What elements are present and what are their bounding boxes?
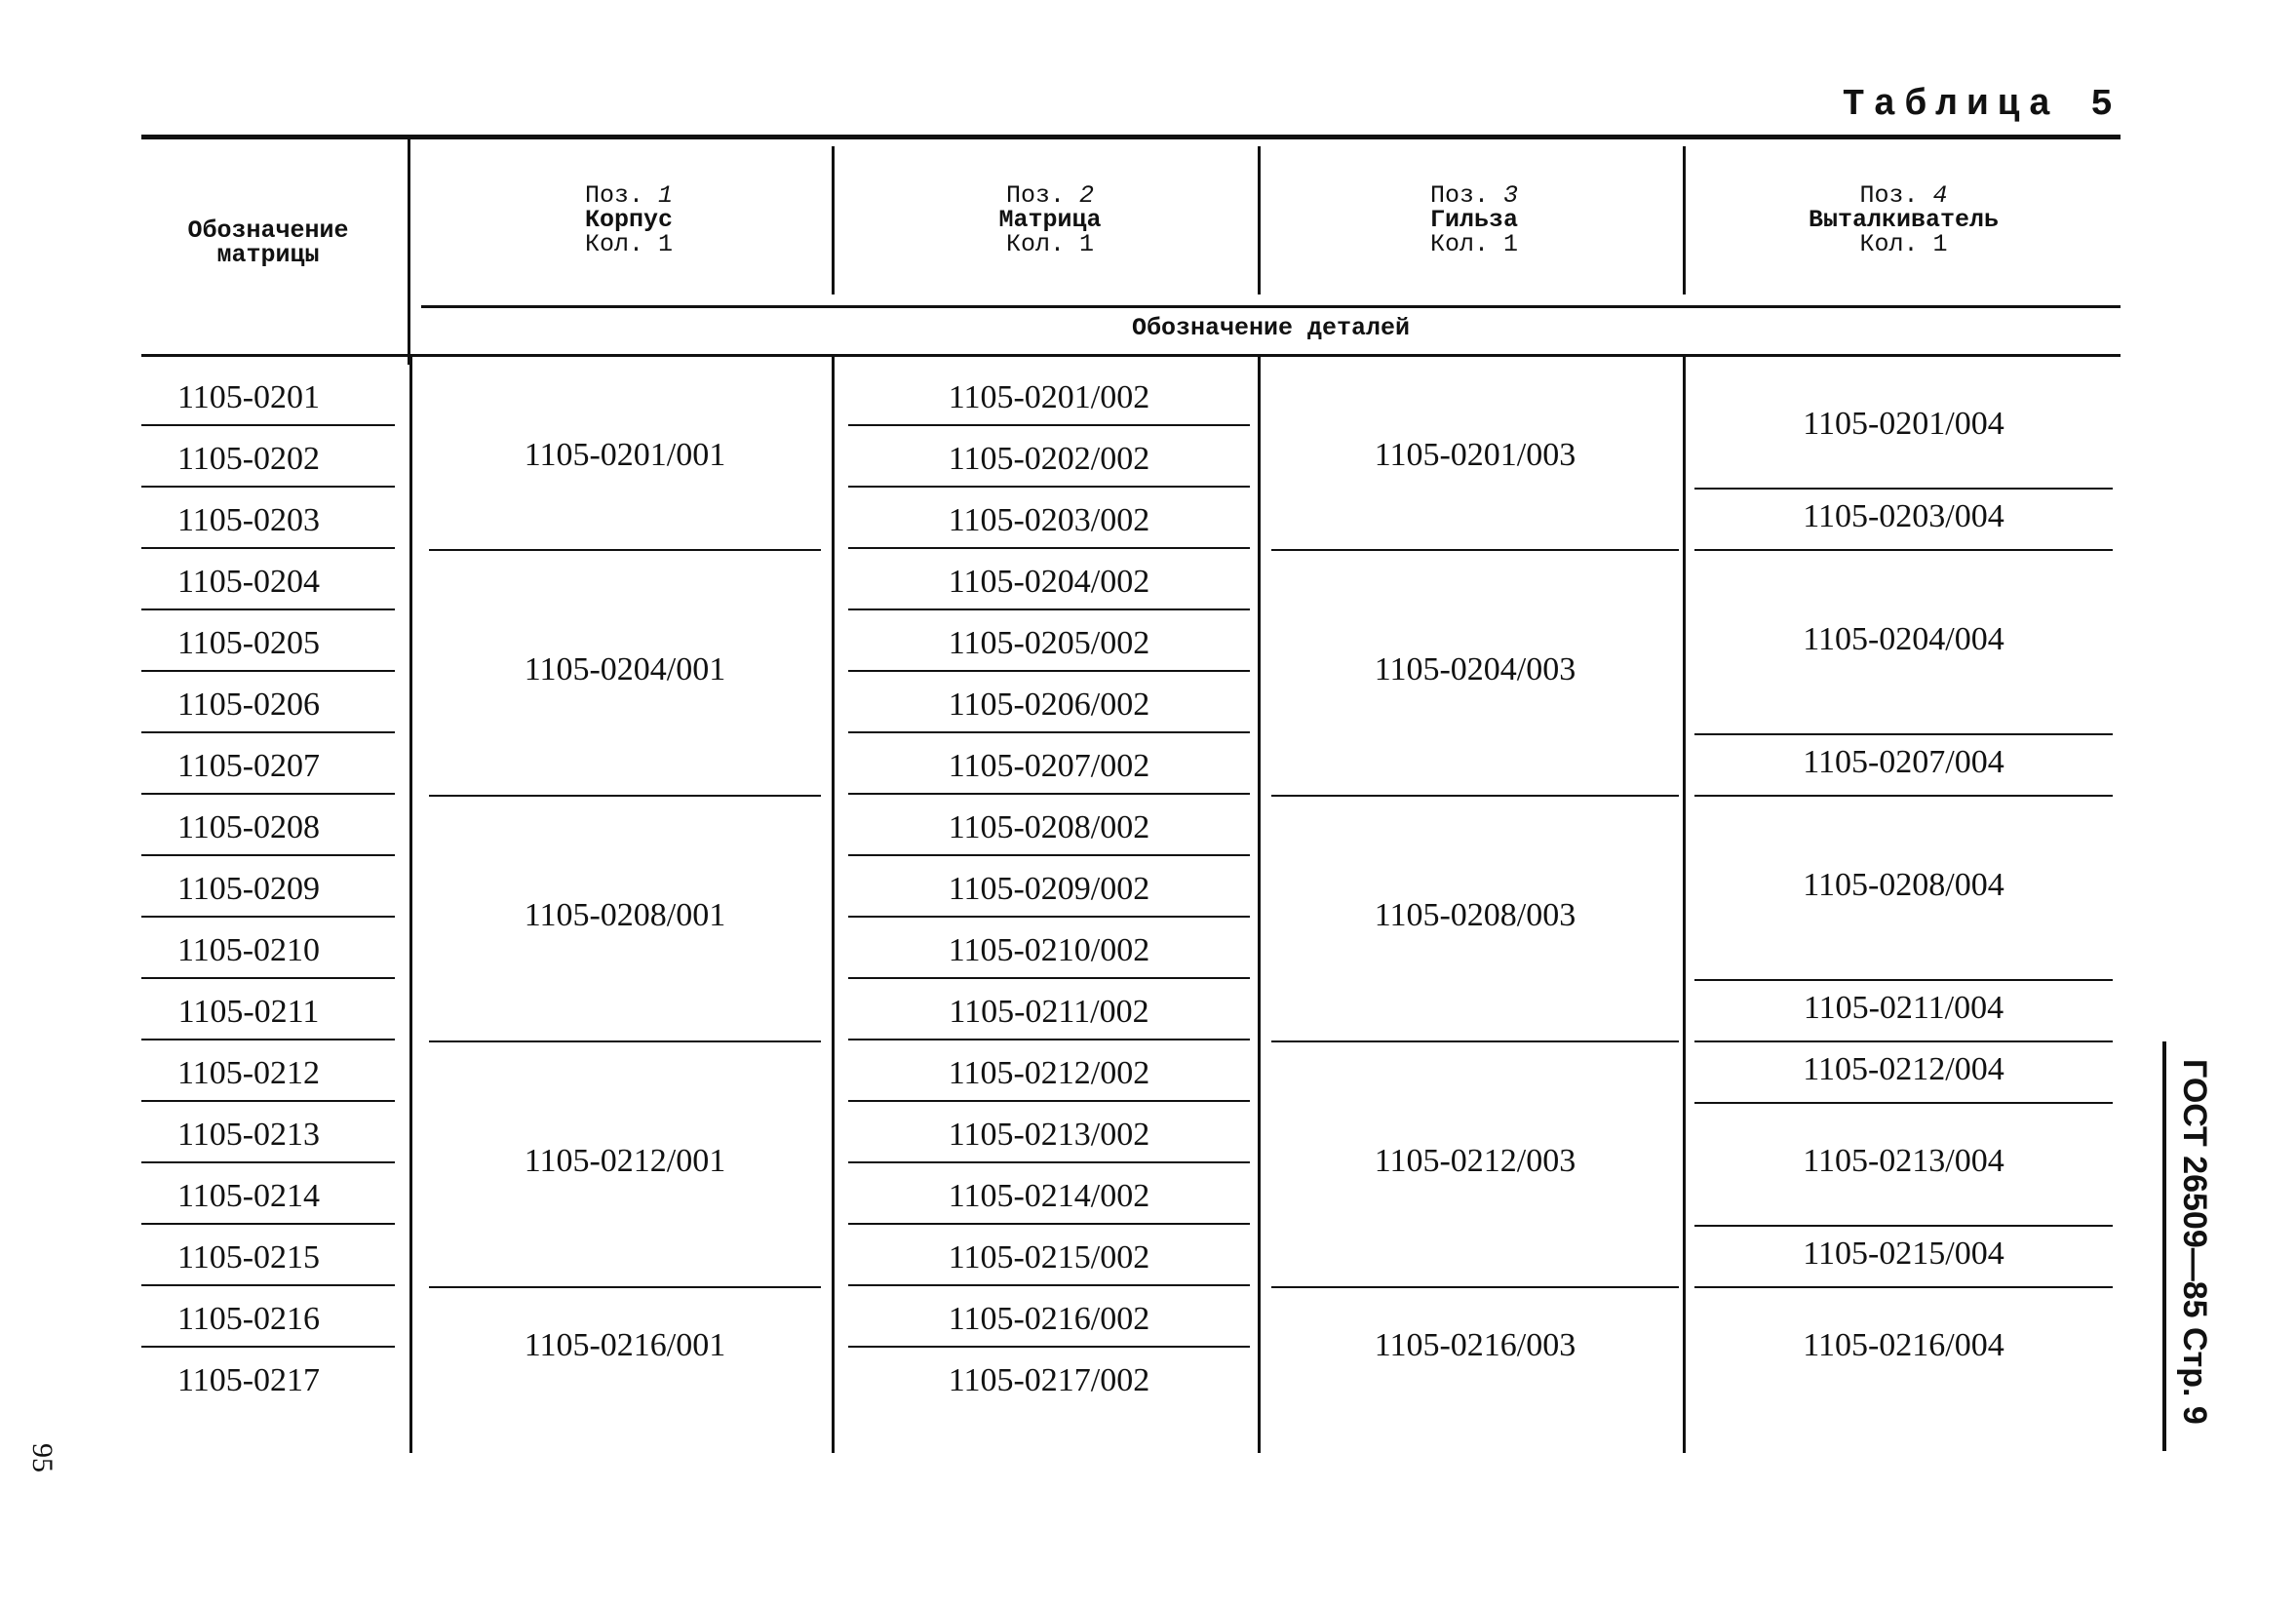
header-col-divider: [408, 138, 410, 365]
body-part-cell: 1105-0212/001: [524, 1143, 726, 1179]
row-divider: [848, 793, 1250, 795]
row-divider: [848, 670, 1250, 672]
matrix-designation-cell: 1105-0217: [176, 1361, 321, 1398]
group-divider: [1694, 1040, 2113, 1042]
ejector-part-cell: 1105-0211/004: [1803, 989, 2004, 1026]
matrix-part-cell: 1105-0203/002: [948, 501, 1150, 538]
header-bottom-rule: [141, 354, 2121, 357]
header-pos-2-name: Матрица: [998, 206, 1102, 234]
ejector-part-cell: 1105-0201/004: [1803, 406, 2004, 442]
row-divider: [141, 793, 395, 795]
header-pos-4-num: 4: [1932, 181, 1948, 210]
header-pos-4-name: Выталкиватель: [1808, 206, 2000, 234]
matrix-designation-cell: 1105-0201: [176, 378, 321, 415]
matrix-part-cell: 1105-0214/002: [948, 1177, 1150, 1214]
row-divider: [848, 547, 1250, 549]
ejector-part-cell: 1105-0204/004: [1803, 620, 2004, 657]
row-divider: [848, 731, 1250, 733]
row-divider: [848, 1161, 1250, 1163]
row-divider: [141, 1039, 395, 1040]
col-divider: [409, 357, 412, 1453]
row-divider: [141, 486, 395, 488]
header-pos-1-qty: Кол. 1: [584, 230, 673, 258]
header-pos-2-label: [840, 183, 1260, 208]
matrix-part-cell: 1105-0206/002: [948, 686, 1150, 723]
header-pos-1-num: 1: [658, 181, 674, 210]
col-divider: [1258, 357, 1261, 1453]
matrix-part-cell: 1105-0211/002: [949, 993, 1149, 1030]
row-divider: [848, 1223, 1250, 1225]
header-col-divider: [1683, 146, 1686, 294]
matrix-designation-cell: 1105-0213: [176, 1116, 321, 1153]
matrix-designation-cell: 1105-0203: [176, 501, 321, 538]
matrix-designation-cell: 1105-0207: [176, 747, 321, 784]
group-divider: [1694, 1102, 2113, 1104]
page-number: 95: [26, 1443, 58, 1472]
group-divider: [1694, 979, 2113, 981]
row-divider: [141, 854, 395, 856]
matrix-part-cell: 1105-0201/002: [948, 378, 1150, 415]
table-title: Таблица 5: [1842, 84, 2121, 126]
group-divider: [429, 795, 821, 797]
header-pos-1-name: Корпус: [584, 206, 673, 234]
matrix-designation-cell: 1105-0215: [176, 1238, 321, 1275]
body-part-cell: 1105-0216/001: [524, 1327, 726, 1363]
matrix-designation-cell: 1105-0211: [177, 993, 320, 1030]
matrix-part-cell: 1105-0210/002: [948, 931, 1150, 968]
top-rule: [141, 135, 2121, 139]
matrix-designation-cell: 1105-0202: [176, 440, 321, 477]
group-divider: [1694, 488, 2113, 490]
header-pos-2: [840, 183, 1260, 256]
row-divider: [141, 916, 395, 918]
matrix-designation-cell: 1105-0214: [176, 1177, 321, 1214]
row-divider: [141, 670, 395, 672]
row-divider: [848, 916, 1250, 918]
matrix-designation-cell: 1105-0204: [176, 563, 321, 600]
details-rule: [421, 305, 2121, 308]
matrix-part-cell: 1105-0213/002: [948, 1116, 1150, 1153]
group-divider: [429, 1040, 821, 1042]
row-divider: [141, 608, 395, 610]
row-divider: [848, 608, 1250, 610]
group-divider: [1694, 733, 2113, 735]
matrix-part-cell: 1105-0207/002: [948, 747, 1150, 784]
header-pos-1-word: Поз.: [584, 181, 643, 210]
header-designation: [146, 218, 390, 267]
row-divider: [848, 1039, 1250, 1040]
header-pos-2-qty: Кол. 1: [1005, 230, 1094, 258]
matrix-part-cell: 1105-0204/002: [948, 563, 1150, 600]
sleeve-part-cell: 1105-0204/003: [1374, 651, 1576, 687]
header-pos-3-qty: Кол. 1: [1429, 230, 1518, 258]
group-divider: [1694, 1286, 2113, 1288]
matrix-part-cell: 1105-0215/002: [948, 1238, 1150, 1275]
matrix-part-cell: 1105-0217/002: [948, 1361, 1150, 1398]
group-divider: [1694, 549, 2113, 551]
ejector-part-cell: 1105-0213/004: [1803, 1143, 2004, 1179]
side-rule: [2162, 1041, 2166, 1451]
matrix-part-cell: 1105-0216/002: [948, 1300, 1150, 1337]
header-pos-4: [1687, 183, 2121, 256]
body-part-cell: 1105-0201/001: [524, 436, 726, 473]
row-divider: [848, 1284, 1250, 1286]
row-divider: [848, 424, 1250, 426]
group-divider: [1271, 795, 1679, 797]
group-divider: [1694, 1225, 2113, 1227]
matrix-designation-cell: 1105-0206: [176, 686, 321, 723]
header-pos-4-qty: Кол. 1: [1859, 230, 1948, 258]
group-divider: [1271, 1286, 1679, 1288]
matrix-designation-cell: 1105-0209: [176, 870, 321, 907]
group-divider: [429, 1286, 821, 1288]
row-divider: [141, 1346, 395, 1348]
ejector-part-cell: 1105-0208/004: [1803, 866, 2004, 903]
header-pos-1: [419, 183, 838, 256]
group-divider: [1271, 549, 1679, 551]
group-divider: [429, 549, 821, 551]
body-part-cell: 1105-0208/001: [524, 897, 726, 933]
header-pos-3-name: Гильза: [1429, 206, 1518, 234]
row-divider: [141, 1284, 395, 1286]
matrix-designation-cell: 1105-0208: [176, 808, 321, 845]
header-designation-text: Обозначение матрицы: [187, 216, 349, 269]
matrix-designation-cell: 1105-0210: [176, 931, 321, 968]
header-pos-1-label: [419, 183, 838, 208]
row-divider: [141, 424, 395, 426]
row-divider: [141, 1161, 395, 1163]
header-pos-4-word: Поз.: [1859, 181, 1919, 210]
header-pos-3-word: Поз.: [1429, 181, 1489, 210]
matrix-part-cell: 1105-0205/002: [948, 624, 1150, 661]
sleeve-part-cell: 1105-0201/003: [1374, 436, 1576, 473]
matrix-part-cell: 1105-0212/002: [948, 1054, 1150, 1091]
group-divider: [1271, 1040, 1679, 1042]
header-col-divider: [1258, 146, 1261, 294]
header-pos-3-label: [1264, 183, 1685, 208]
sleeve-part-cell: 1105-0212/003: [1374, 1143, 1576, 1179]
row-divider: [141, 547, 395, 549]
matrix-designation-cell: 1105-0205: [176, 624, 321, 661]
header-pos-2-word: Поз.: [1005, 181, 1065, 210]
ejector-part-cell: 1105-0215/004: [1803, 1235, 2004, 1272]
row-divider: [141, 731, 395, 733]
header-details: Обозначение деталей: [1131, 314, 1411, 342]
header-pos-3: [1264, 183, 1685, 256]
group-divider: [1694, 795, 2113, 797]
row-divider: [848, 486, 1250, 488]
body-part-cell: 1105-0204/001: [524, 651, 726, 687]
row-divider: [141, 1100, 395, 1102]
matrix-part-cell: 1105-0208/002: [948, 808, 1150, 845]
ejector-part-cell: 1105-0212/004: [1803, 1050, 2004, 1087]
matrix-designation-cell: 1105-0216: [176, 1300, 321, 1337]
header-pos-2-num: 2: [1079, 181, 1095, 210]
sleeve-part-cell: 1105-0216/003: [1374, 1327, 1576, 1363]
col-divider: [832, 357, 835, 1453]
header-pos-4-label: [1687, 183, 2121, 208]
row-divider: [848, 854, 1250, 856]
sleeve-part-cell: 1105-0208/003: [1374, 897, 1576, 933]
matrix-designation-cell: 1105-0212: [176, 1054, 321, 1091]
ejector-part-cell: 1105-0207/004: [1803, 743, 2004, 780]
standard-reference: ГОСТ 26509—85 Стр. 9: [2176, 1059, 2213, 1425]
col-divider: [1683, 357, 1686, 1453]
header-pos-3-num: 3: [1503, 181, 1519, 210]
ejector-part-cell: 1105-0203/004: [1803, 497, 2004, 534]
matrix-part-cell: 1105-0209/002: [948, 870, 1150, 907]
row-divider: [848, 1346, 1250, 1348]
row-divider: [141, 977, 395, 979]
row-divider: [141, 1223, 395, 1225]
row-divider: [848, 977, 1250, 979]
matrix-part-cell: 1105-0202/002: [948, 440, 1150, 477]
ejector-part-cell: 1105-0216/004: [1803, 1327, 2004, 1363]
row-divider: [848, 1100, 1250, 1102]
header-col-divider: [832, 146, 835, 294]
